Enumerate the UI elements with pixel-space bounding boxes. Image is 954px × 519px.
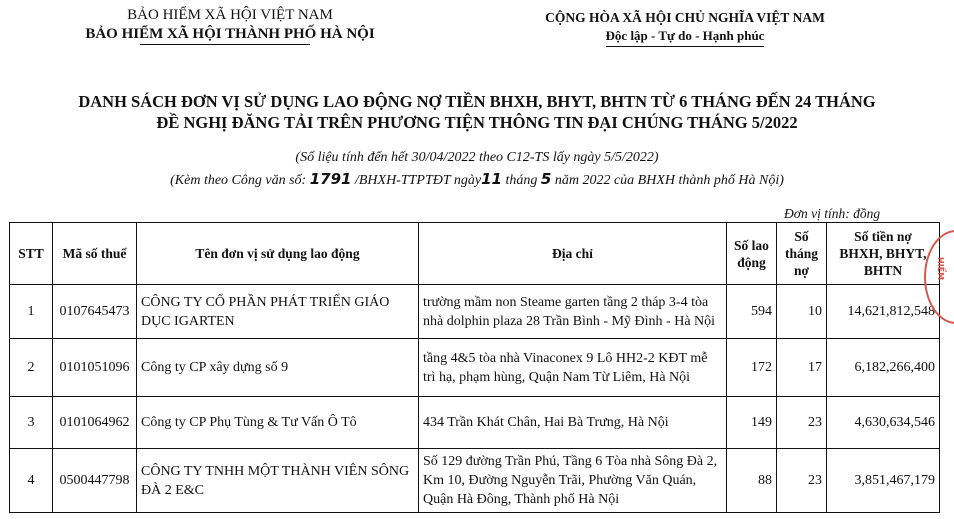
col-header-company-name: Tên đơn vị sử dụng lao động: [137, 223, 419, 285]
cell-address: trường mầm non Steame garten tầng 2 tháp 3-4 tòa nhà dolphin plaza 28 Trần Bình - Mỹ Đình - Hà Nội: [419, 285, 727, 339]
cell-company-name: Công ty CP xây dựng số 9: [137, 339, 419, 397]
cell-amount: 14,621,812,548: [827, 285, 940, 339]
handwritten-doc-number: 1791: [309, 170, 352, 188]
national-header: [520, 8, 850, 47]
document-title-line-2: ĐỀ NGHỊ ĐĂNG TẢI TRÊN PHƯƠNG TIỆN THÔNG TIN ĐẠI CHÚNG THÁNG 5/2022: [156, 113, 798, 132]
cell-address: Số 129 đường Trần Phú, Tầng 6 Tòa nhà Sông Đà 2, Km 10, Đường Nguyễn Trãi, Phường Văn Quán, Quận Hà Đông, Thành phố Hà Nội: [419, 449, 727, 513]
col-header-workers: Số lao động: [727, 223, 777, 285]
data-cutoff-note: (Số liệu tính đến hết 30/04/2022 theo C12-TS lấy ngày 5/5/2022): [295, 150, 659, 165]
cell-company-name: CÔNG TY CỔ PHẦN PHÁT TRIỂN GIÁO DỤC IGARTEN: [137, 285, 419, 339]
col-header-amount: Số tiền nợ BHXH, BHYT, BHTN: [827, 223, 940, 285]
col-header-tax-code: Mã số thuế: [53, 223, 137, 285]
cell-tax-code: 0107645473: [53, 285, 137, 339]
table-row: [10, 397, 940, 449]
attachment-note: [0, 170, 954, 189]
cell-tax-code: 0101051096: [53, 339, 137, 397]
cell-tax-code: 0500447798: [53, 449, 137, 513]
col-header-stt: STT: [10, 223, 53, 285]
cell-company-name: CÔNG TY TNHH MỘT THÀNH VIÊN SÔNG ĐÀ 2 E&C: [137, 449, 419, 513]
cell-stt: 4: [10, 449, 53, 513]
header-divider: [140, 44, 310, 45]
handwritten-day: 11: [481, 170, 502, 188]
cell-months: 10: [777, 285, 827, 339]
table-row: [10, 449, 940, 513]
col-header-address: Địa chỉ: [419, 223, 727, 285]
cell-company-name: Công ty CP Phụ Tùng & Tư Vấn Ô Tô: [137, 397, 419, 449]
republic-name: CỘNG HÒA XÃ HỘI CHỦ NGHĨA VIỆT NAM: [545, 10, 825, 25]
agency-sub-name: BẢO HIỂM XÃ HỘI THÀNH PHỐ HÀ NỘI: [85, 26, 375, 42]
issuer-header: [60, 6, 400, 44]
cell-stt: 3: [10, 397, 53, 449]
debtor-table: [9, 222, 940, 513]
cell-months: 23: [777, 397, 827, 449]
cell-address: tầng 4&5 tòa nhà Vinaconex 9 Lô HH2-2 KĐT mễ trì hạ, phạm hùng, Quận Nam Từ Liêm, Hà Nội: [419, 339, 727, 397]
cell-amount: 6,182,266,400: [827, 339, 940, 397]
cell-workers: 88: [727, 449, 777, 513]
cell-stt: 1: [10, 285, 53, 339]
cell-workers: 172: [727, 339, 777, 397]
table-header-row: [10, 223, 940, 285]
cell-workers: 149: [727, 397, 777, 449]
handwritten-month: 5: [540, 170, 552, 188]
document-title-line-1: DANH SÁCH ĐƠN VỊ SỬ DỤNG LAO ĐỘNG NỢ TIỀN BHXH, BHYT, BHTN TỪ 6 THÁNG ĐẾN 24 THÁNG: [78, 92, 876, 111]
cell-tax-code: 0101064962: [53, 397, 137, 449]
note-text-mid1: /BHXH-TTPTĐT ngày: [351, 173, 482, 188]
seal-text: HIỂM: [936, 257, 945, 281]
note-text-pre: (Kèm theo Công văn số:: [170, 173, 310, 188]
cell-workers: 594: [727, 285, 777, 339]
currency-unit: Đơn vị tính: đồng: [784, 206, 881, 221]
table-row: [10, 339, 940, 397]
note-text-mid2: tháng: [502, 173, 541, 188]
table-row: [10, 285, 940, 339]
cell-amount: 3,851,467,179: [827, 449, 940, 513]
cell-months: 17: [777, 339, 827, 397]
agency-name: BẢO HIỂM XÃ HỘI VIỆT NAM: [127, 7, 333, 23]
cell-address: 434 Trần Khát Chân, Hai Bà Trưng, Hà Nội: [419, 397, 727, 449]
cell-stt: 2: [10, 339, 53, 397]
cell-months: 23: [777, 449, 827, 513]
col-header-months: Số tháng nợ: [777, 223, 827, 285]
note-text-post: năm 2022 của BHXH thành phố Hà Nội): [551, 173, 784, 188]
national-motto: Độc lập - Tự do - Hạnh phúc: [606, 27, 765, 47]
cell-amount: 4,630,634,546: [827, 397, 940, 449]
